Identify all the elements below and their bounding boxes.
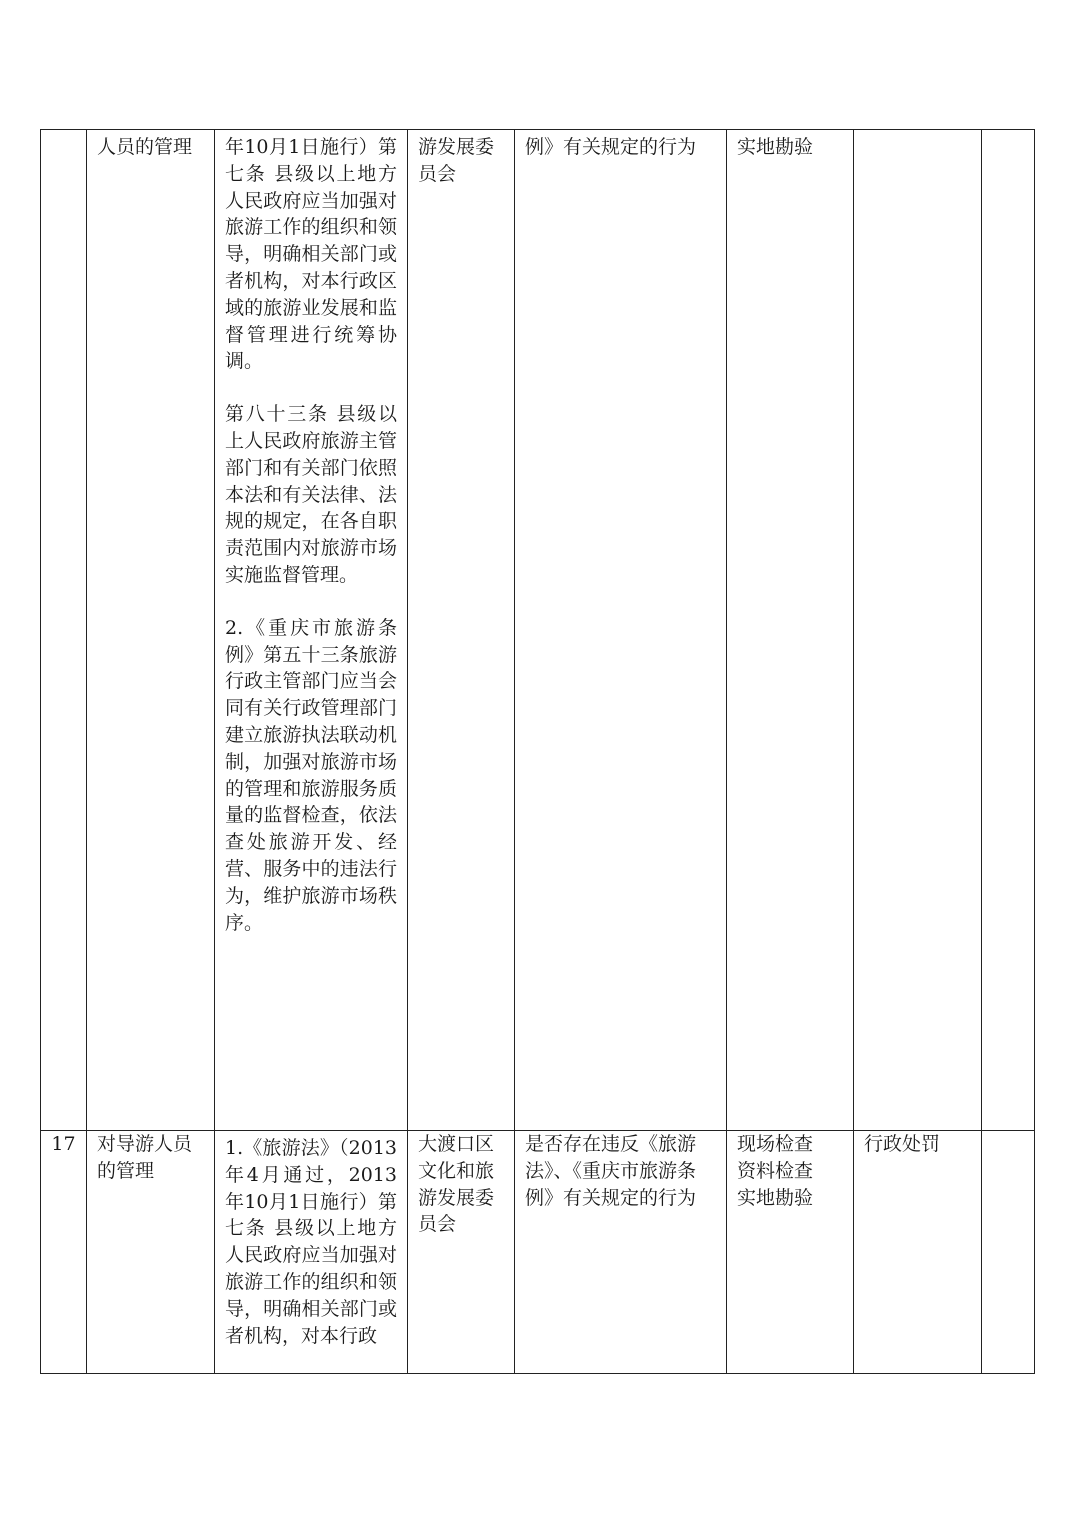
handling-method [854, 130, 981, 134]
basis-paragraph: 1.《旅游法》（2013年4月通过，2013年10月1日施行）第七条 县级以上地方人民政府应当加强对旅游工作的组织和领导，明确相关部门或者机构，对本行政 [225, 1137, 397, 1347]
method-cell [727, 130, 854, 1131]
inspection-methods [727, 1131, 853, 1211]
table-row [41, 130, 1035, 1131]
item-name: 对导游人员的管理 [97, 1133, 193, 1182]
item-cell [87, 1131, 215, 1374]
handling-cell [854, 1131, 982, 1374]
handling-cell [854, 130, 982, 1131]
table-row [41, 1131, 1035, 1374]
basis-paragraph: 年10月1日施行）第七条 县级以上地方人民政府应当加强对旅游工作的组织和领导，明确相关部门或者机构，对本行政区域的旅游业发展和监督管理进行统筹协调。 [225, 136, 397, 373]
subject-cell [408, 130, 515, 1131]
inspection-subject: 游发展委员会 [418, 136, 495, 185]
remark [982, 130, 1034, 134]
inspection-content: 例》有关规定的行为 [525, 136, 697, 158]
basis-paragraph: 2.《重庆市旅游条例》第五十三条旅游行政主管部门应当会同有关行政管理部门建立旅游执法联动机制，加强对旅游市场的管理和旅游服务质量的监督检查，依法查处旅游开发、经营、服务中的违法行为，维护旅游市场秩序。 [225, 616, 397, 934]
inspection-method: 现场检查 [737, 1133, 814, 1155]
inspection-methods [727, 130, 853, 161]
row-number-cell [41, 1131, 87, 1374]
inspection-method: 实地勘验 [737, 1186, 814, 1209]
legal-basis [215, 1131, 407, 1373]
inspection-method: 实地勘验 [737, 136, 814, 158]
subject-cell [408, 1131, 515, 1374]
inspection-table [40, 129, 1035, 1374]
basis-cell [215, 130, 408, 1131]
handling-method: 行政处罚 [864, 1133, 941, 1155]
remark-cell [982, 130, 1035, 1131]
row-number: 17 [51, 1133, 76, 1155]
inspection-subject: 大渡口区文化和旅游发展委员会 [418, 1133, 495, 1236]
basis-cell [215, 1131, 408, 1374]
item-cell [87, 130, 215, 1131]
method-cell [727, 1131, 854, 1374]
row-number-cell [41, 130, 87, 1131]
basis-paragraph: 第八十三条 县级以上人民政府旅游主管部门和有关部门依照本法和有关法律、法规的规定，在各自职责范围内对旅游市场实施监督管理。 [225, 403, 397, 586]
item-name: 人员的管理 [97, 136, 193, 158]
legal-basis [215, 130, 407, 936]
remark-cell [982, 1131, 1035, 1374]
inspection-method: 资料检查 [737, 1159, 814, 1182]
content-cell [515, 130, 727, 1131]
inspection-content: 是否存在违反《旅游法》、《重庆市旅游条例》有关规定的行为 [525, 1133, 697, 1209]
content-cell [515, 1131, 727, 1374]
